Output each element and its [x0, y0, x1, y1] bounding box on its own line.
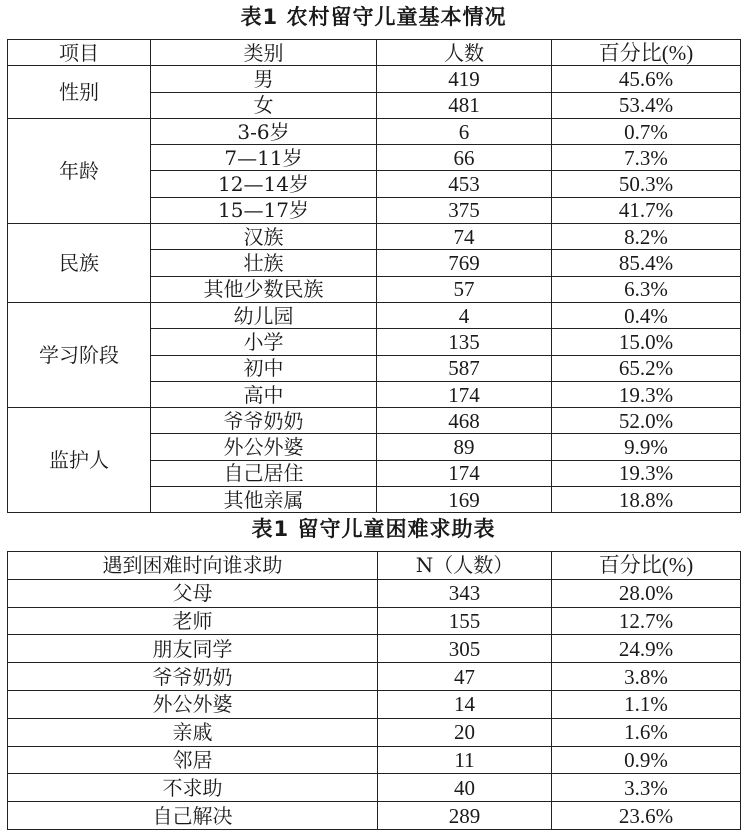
who-cell: 不求助 [8, 774, 378, 802]
percent-cell: 0.7% [552, 118, 741, 144]
table-row [8, 802, 741, 830]
count-cell: 66 [377, 145, 552, 171]
category-cell: 其他亲属 [151, 487, 377, 513]
table-row [8, 746, 741, 774]
percent-cell: 6.3% [552, 276, 741, 302]
table-row [8, 635, 741, 663]
percent-cell: 18.8% [552, 487, 741, 513]
category-cell: 其他少数民族 [151, 276, 377, 302]
percent-cell: 19.3% [552, 381, 741, 407]
percent-cell: 1.6% [552, 718, 741, 746]
count-cell: 769 [377, 250, 552, 276]
category-cell: 男 [151, 66, 377, 92]
help-seeking-table [7, 551, 741, 830]
count-cell: 6 [377, 118, 552, 144]
count-cell: 14 [378, 690, 552, 718]
percent-cell: 12.7% [552, 607, 741, 635]
percent-cell: 45.6% [552, 66, 741, 92]
category-cell: 初中 [151, 355, 377, 381]
group-label: 年龄 [8, 118, 151, 223]
category-cell: 7—11岁 [151, 145, 377, 171]
group-label: 监护人 [8, 408, 151, 513]
category-cell: 女 [151, 92, 377, 118]
table-row [8, 690, 741, 718]
percent-cell: 9.9% [552, 434, 741, 460]
category-cell: 汉族 [151, 224, 377, 250]
header-count: N（人数） [378, 552, 552, 580]
table-row [8, 774, 741, 802]
percent-cell: 8.2% [552, 224, 741, 250]
count-cell: 155 [378, 607, 552, 635]
percent-cell: 23.6% [552, 802, 741, 830]
percent-cell: 3.3% [552, 774, 741, 802]
who-cell: 爷爷奶奶 [8, 663, 378, 691]
table-row [8, 408, 741, 434]
count-cell: 375 [377, 197, 552, 223]
count-cell: 343 [378, 579, 552, 607]
table1-title: 表1 农村留守儿童基本情况 [240, 5, 507, 29]
table-row [8, 224, 741, 250]
group-label: 学习阶段 [8, 302, 151, 407]
percent-cell: 28.0% [552, 579, 741, 607]
table-row [8, 579, 741, 607]
who-cell: 自己解决 [8, 802, 378, 830]
count-cell: 289 [378, 802, 552, 830]
group-label: 民族 [8, 224, 151, 303]
percent-cell: 1.1% [552, 690, 741, 718]
category-cell: 外公外婆 [151, 434, 377, 460]
category-cell: 自己居住 [151, 460, 377, 486]
count-cell: 305 [378, 635, 552, 663]
percent-cell: 52.0% [552, 408, 741, 434]
count-cell: 11 [378, 746, 552, 774]
header-percent: 百分比(%) [552, 40, 741, 66]
table-row [8, 607, 741, 635]
percent-cell: 41.7% [552, 197, 741, 223]
who-cell: 邻居 [8, 746, 378, 774]
count-cell: 587 [377, 355, 552, 381]
who-cell: 老师 [8, 607, 378, 635]
category-cell: 15—17岁 [151, 197, 377, 223]
header-percent: 百分比(%) [552, 552, 741, 580]
percent-cell: 53.4% [552, 92, 741, 118]
who-cell: 父母 [8, 579, 378, 607]
group-label: 性别 [8, 66, 151, 119]
table-header-row [8, 552, 741, 580]
count-cell: 40 [378, 774, 552, 802]
who-cell: 亲戚 [8, 718, 378, 746]
category-cell: 壮族 [151, 250, 377, 276]
category-cell: 高中 [151, 381, 377, 407]
table-row [8, 118, 741, 144]
count-cell: 174 [377, 460, 552, 486]
header-item: 项目 [8, 40, 151, 66]
count-cell: 47 [378, 663, 552, 691]
count-cell: 57 [377, 276, 552, 302]
percent-cell: 50.3% [552, 171, 741, 197]
count-cell: 74 [377, 224, 552, 250]
header-category: 类别 [151, 40, 377, 66]
percent-cell: 7.3% [552, 145, 741, 171]
count-cell: 419 [377, 66, 552, 92]
category-cell: 12—14岁 [151, 171, 377, 197]
table-row [8, 302, 741, 328]
category-cell: 爷爷奶奶 [151, 408, 377, 434]
count-cell: 4 [377, 302, 552, 328]
count-cell: 135 [377, 329, 552, 355]
category-cell: 小学 [151, 329, 377, 355]
count-cell: 481 [377, 92, 552, 118]
table-row [8, 718, 741, 746]
table-header-row [8, 40, 741, 66]
table2-title: 表1 留守儿童困难求助表 [251, 517, 496, 541]
percent-cell: 0.9% [552, 746, 741, 774]
count-cell: 453 [377, 171, 552, 197]
table-row [8, 663, 741, 691]
percent-cell: 24.9% [552, 635, 741, 663]
who-cell: 外公外婆 [8, 690, 378, 718]
basic-info-table [7, 39, 741, 513]
header-count: 人数 [377, 40, 552, 66]
percent-cell: 3.8% [552, 663, 741, 691]
count-cell: 20 [378, 718, 552, 746]
count-cell: 174 [377, 381, 552, 407]
count-cell: 468 [377, 408, 552, 434]
percent-cell: 19.3% [552, 460, 741, 486]
percent-cell: 0.4% [552, 302, 741, 328]
count-cell: 169 [377, 487, 552, 513]
table-row [8, 66, 741, 92]
who-cell: 朋友同学 [8, 635, 378, 663]
percent-cell: 15.0% [552, 329, 741, 355]
count-cell: 89 [377, 434, 552, 460]
category-cell: 幼儿园 [151, 302, 377, 328]
category-cell: 3-6岁 [151, 118, 377, 144]
header-who: 遇到困难时向谁求助 [8, 552, 378, 580]
percent-cell: 65.2% [552, 355, 741, 381]
percent-cell: 85.4% [552, 250, 741, 276]
